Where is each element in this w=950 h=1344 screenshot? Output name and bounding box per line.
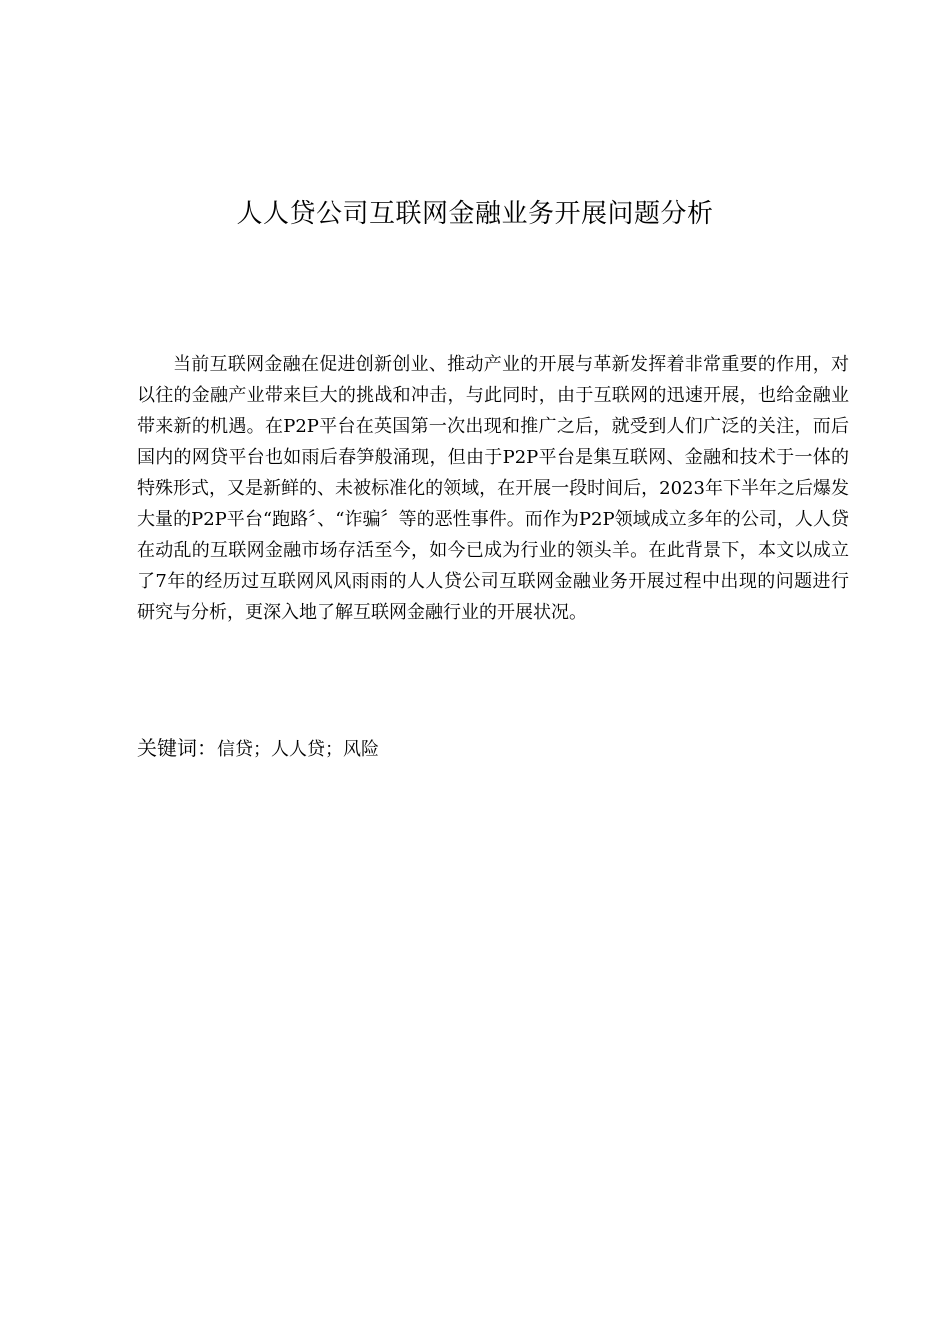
keywords-line [137,733,849,765]
document-title: 人人贷公司互联网金融业务开展问题分析 [236,199,714,229]
keywords-list: 信贷；人人贷；风险 [217,739,379,760]
abstract-paragraph: 当前互联网金融在促进创新创业、推动产业的开展与革新发挥着非常重要的作用，对以往的金融产业带来巨大的挑战和冲击，与此同时，由于互联网的迅速开展，也给金融业带来新的机遇。在P2P平台在英国第一次出现和推广之后，就受到人们广泛的关注，而后国内的网贷平台也如雨后春笋般涌现，但由于P2P平台是集互联网、金融和技术于一体的特殊形式，又是新鲜的、未被标准化的领域，在开展一段时间后，2023年下半年之后爆发大量的P2P平台“跑路〞、“诈骗〞等的恶性事件。而作为P2P领域成立多年的公司，人人贷在动乱的互联网金融市场存活至今，如今已成为行业的领头羊。在此背景下，本文以成立了7年的经历过互联网风风雨雨的人人贷公司互联网金融业务开展过程中出现的问题进行研究与分析，更深入地了解互联网金融行业的开展状况。 [137,354,849,623]
keywords-label: 关键词： [137,736,217,760]
